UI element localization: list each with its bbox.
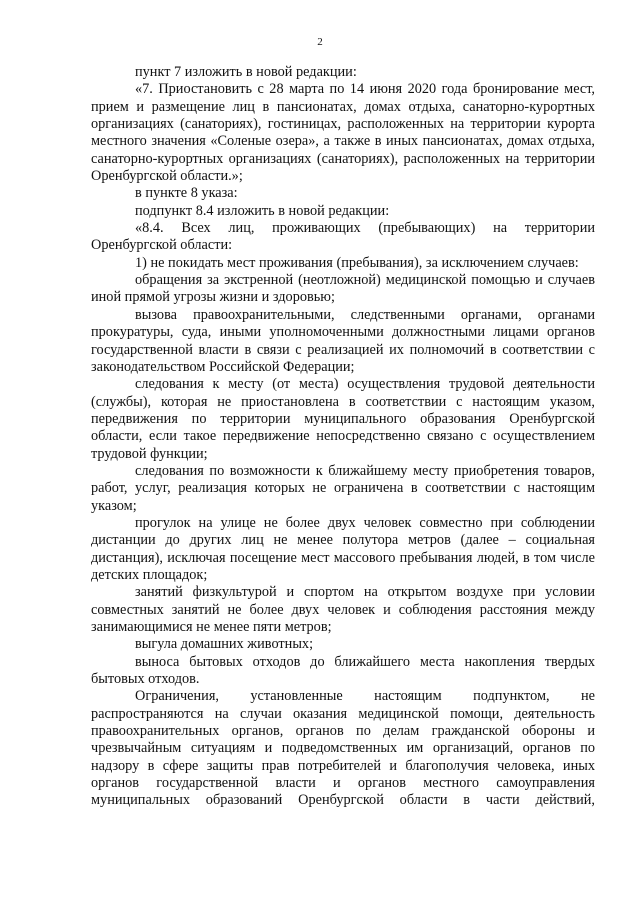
paragraph: в пункте 8 указа: bbox=[135, 185, 238, 202]
paragraph: Ограничения, установленные настоящим подпунктом, не распространяются на случаи оказания медицинской помощи, деятельность правоохранительных органов, органов по делам гражданской обороны и чрезвычайным ситуациям и подведомственных им организаций, органов по надзору в сфере защиты прав потребителей и благополучия человека, иных органов государственной власти и органов местного самоуправления муниципальных образований Оренбургской области в части действий, bbox=[91, 688, 595, 809]
paragraph: пункт 7 изложить в новой редакции: bbox=[135, 64, 357, 80]
paragraph: «8.4. Всех лиц, проживающих (пребывающих) на территории Оренбургской области: bbox=[91, 220, 595, 254]
paragraph: «7. Приостановить с 28 марта по 14 июня 2020 года бронирование мест, прием и размещение лиц в пансионатах, домах отдыха, санаторно-курортных организациях (санаториях), гостиницах, расположенных на территории курорта местного значения «Соленые озера», а также в иных пансионатах, домах отдыха, санаторно-курортных организациях (санаториях), расположенных на территории Оренбургской области.»; bbox=[91, 81, 595, 185]
document-body bbox=[91, 64, 595, 810]
paragraph: обращения за экстренной (неотложной) медицинской помощью и случаев иной прямой угрозы жизни и здоровью; bbox=[91, 272, 595, 306]
paragraph: следования по возможности к ближайшему месту приобретения товаров, работ, услуг, реализация которых не ограничена в соответствии с настоящим указом; bbox=[91, 462, 595, 514]
paragraph: следования к месту (от места) осуществления трудовой деятельности (службы), которая не приостановлена в соответствии с настоящим указом, передвижения по территории муниципального образования Оренбургской области, если такое передвижение непосредственно связано с осуществлением трудовой функции; bbox=[91, 376, 595, 462]
paragraph: выноса бытовых отходов до ближайшего места накопления твердых бытовых отходов. bbox=[91, 653, 595, 688]
paragraph: занятий физкультурой и спортом на открытом воздухе при условии совместных занятий не более двух человек и соблюдения расстояния между занимающимися не менее пяти метров; bbox=[91, 584, 595, 635]
page-number: 2 bbox=[317, 36, 323, 48]
paragraph: прогулок на улице не более двух человек совместно при соблюдении дистанции до других лиц не менее полутора метров (далее – социальная дистанция), исключая посещение мест массового пребывания людей, в том числе детских площадок; bbox=[91, 514, 595, 583]
paragraph: выгула домашних животных; bbox=[135, 636, 314, 653]
paragraph: вызова правоохранительными, следственными органами, органами прокуратуры, суда, иными уполномоченными должностными лицами органов государственной власти в связи с реализацией их полномочий в соответствии с законодательством Российской Федерации; bbox=[91, 306, 595, 375]
paragraph: подпункт 8.4 изложить в новой редакции: bbox=[135, 202, 390, 219]
paragraph: 1) не покидать мест проживания (пребывания), за исключением случаев: bbox=[135, 254, 579, 271]
